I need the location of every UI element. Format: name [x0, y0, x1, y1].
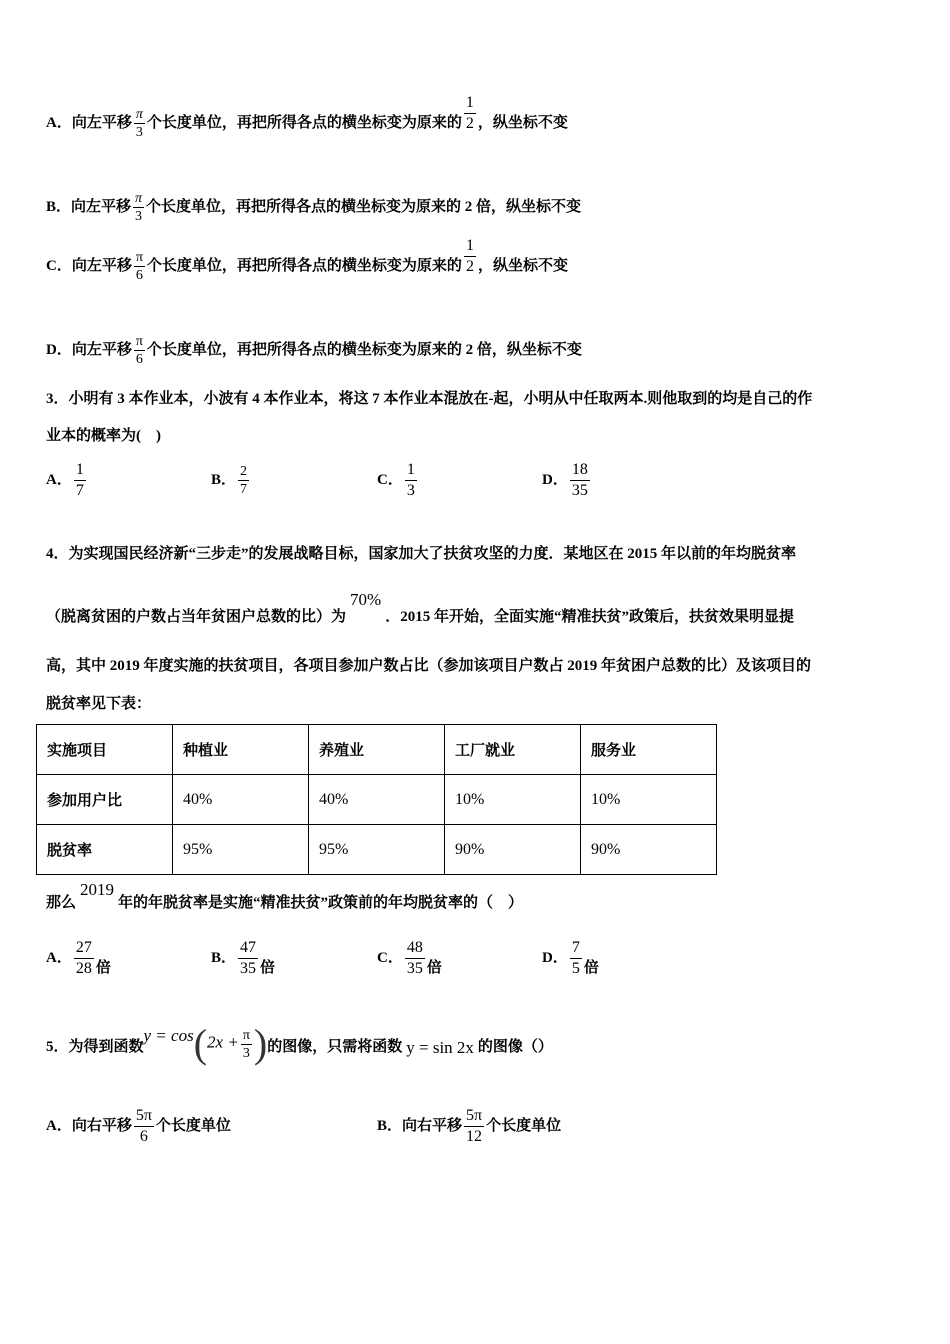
q5-stem — [46, 1021, 553, 1066]
fraction: $\frac{47}{35}$ — [240, 939, 257, 977]
table-header-row — [37, 725, 717, 775]
function-cos: y = cos — [143, 1026, 194, 1046]
table-cell: 90% — [581, 825, 717, 875]
table-row — [37, 825, 717, 875]
left-paren: ( — [193, 1021, 208, 1066]
fraction: $\frac{\pi}{3}$ — [135, 107, 143, 140]
table-cell: 95% — [173, 825, 309, 875]
q4-text: 那么 — [46, 895, 77, 911]
function-arg: 2x + — [207, 1032, 239, 1052]
q5-option-a[interactable] — [46, 1106, 231, 1147]
option-label: C． — [377, 949, 403, 966]
table-header-cell: 服务业 — [581, 725, 717, 775]
fraction: $\frac{2}{7}$ — [240, 464, 248, 497]
option-label: A． — [46, 471, 72, 488]
table-cell: 40% — [173, 775, 309, 825]
fraction: $\frac{48}{35}$ — [406, 939, 423, 977]
poverty-table — [36, 724, 717, 875]
q2-option-c[interactable] — [46, 237, 568, 287]
option-text: 个长度单位，再把所得各点的横坐标变为原来的 — [146, 114, 462, 131]
q4-option-a[interactable] — [46, 938, 111, 979]
option-tail: ，纵坐标不变 — [477, 114, 568, 131]
option-label: A．向右平移 — [46, 1117, 132, 1134]
q2-option-b[interactable] — [46, 190, 581, 225]
option-label: D． — [542, 471, 568, 488]
fraction: $\frac{\pi}{6}$ — [135, 250, 143, 283]
option-text: 个长度单位，再把所得各点的横坐标变为原来的 2 倍，纵坐标不变 — [146, 341, 582, 358]
option-text: 个长度单位，再把所得各点的横坐标变为原来的 2 倍，纵坐标不变 — [146, 198, 582, 215]
fraction: $\frac{1}{3}$ — [406, 461, 415, 499]
q2-option-d[interactable] — [46, 333, 582, 368]
option-unit: 倍 — [260, 959, 276, 976]
fraction: $\frac{7}{5}$ — [571, 939, 580, 977]
option-label: A．向左平移 — [46, 114, 132, 131]
option-label: B．向左平移 — [46, 198, 132, 215]
year-value: 2019 — [80, 880, 115, 899]
q4-stem-line1: 4．为实现国民经济新“三步走”的发展战略目标，国家加大了扶贫攻坚的力度．某地区在 2015 年以前的年均脱贫率 — [46, 546, 797, 562]
option-label: D．向左平移 — [46, 341, 132, 358]
table-row-label: 参加用户比 — [37, 775, 173, 825]
table-header-cell: 实施项目 — [37, 725, 173, 775]
q4-stem-line2 — [46, 590, 794, 627]
q5-text: 的图像（） — [477, 1039, 553, 1056]
right-paren: ) — [253, 1021, 268, 1066]
fraction: $\frac{5\pi}{6}$ — [135, 1107, 152, 1145]
option-label: C．向左平移 — [46, 257, 132, 274]
q3-option-c[interactable] — [377, 460, 419, 501]
q4-option-c[interactable] — [377, 938, 442, 979]
q3-option-b[interactable] — [211, 463, 251, 498]
fraction: $\frac{\pi}{6}$ — [135, 334, 143, 367]
q5-text: 5．为得到函数 — [46, 1039, 144, 1056]
q4-text: 年的年脱贫率是实施“精准扶贫”政策前的年均脱贫率的（ ） — [118, 895, 524, 911]
option-unit: 倍 — [583, 959, 599, 976]
fraction: $\frac{1}{7}$ — [75, 461, 84, 499]
option-label: C． — [377, 471, 403, 488]
rate-value: 70% — [350, 590, 382, 609]
table-row — [37, 775, 717, 825]
fraction: $\frac{1}{2}$ — [465, 237, 474, 275]
q3-option-a[interactable] — [46, 460, 88, 501]
table-cell: 40% — [309, 775, 445, 825]
fraction: $\frac{18}{35}$ — [571, 461, 588, 499]
table-cell: 10% — [581, 775, 717, 825]
function-sin: y = sin 2x — [406, 1038, 474, 1058]
option-unit: 倍 — [95, 959, 111, 976]
option-label: B． — [211, 949, 237, 966]
q3-stem-line2: 业本的概率为( ) — [46, 428, 161, 444]
option-tail: ，纵坐标不变 — [477, 257, 568, 274]
table-row-label: 脱贫率 — [37, 825, 173, 875]
q4-text: （脱离贫困的户数占当年贫困户总数的比）为 — [46, 609, 347, 625]
q2-option-a[interactable] — [46, 94, 568, 144]
fraction: $\frac{27}{28}$ — [75, 939, 92, 977]
option-label: D． — [542, 949, 568, 966]
table-header-cell: 工厂就业 — [445, 725, 581, 775]
option-label: A． — [46, 949, 72, 966]
option-unit: 个长度单位 — [486, 1117, 562, 1134]
option-label: B． — [211, 471, 237, 488]
q3-stem-line1: 3．小明有 3 本作业本，小波有 4 本作业本，将这 7 本作业本混放在-起，小明从中任取两本.则他取到的均是自己的作 — [46, 391, 813, 407]
q4-stem-line3: 高，其中 2019 年度实施的扶贫项目，各项目参加户数占比（参加该项目户数占 2019 年贫困户总数的比）及该项目的 — [46, 658, 812, 674]
fraction: $\frac{1}{2}$ — [465, 94, 474, 132]
option-label: B．向右平移 — [377, 1117, 463, 1134]
q5-text: 的图像，只需将函数 — [267, 1039, 403, 1056]
option-unit: 个长度单位 — [155, 1117, 231, 1134]
q5-option-b[interactable] — [377, 1106, 561, 1147]
option-unit: 倍 — [426, 959, 442, 976]
table-header-cell: 种植业 — [173, 725, 309, 775]
q4-text: ．2015 年开始，全面实施“精准扶贫”政策后，扶贫效果明显提 — [385, 609, 794, 625]
fraction: $\frac{\pi}{3}$ — [242, 1027, 250, 1061]
q4-option-d[interactable] — [542, 938, 599, 979]
table-header-cell: 养殖业 — [309, 725, 445, 775]
q4-stem-line4: 脱贫率见下表： — [46, 696, 152, 712]
fraction: $\frac{5\pi}{12}$ — [466, 1107, 483, 1145]
option-text: 个长度单位，再把所得各点的横坐标变为原来的 — [146, 257, 462, 274]
q4-question — [46, 880, 524, 913]
q3-option-d[interactable] — [542, 460, 592, 501]
table-cell: 90% — [445, 825, 581, 875]
fraction: $\frac{\pi}{3}$ — [135, 191, 143, 224]
table-cell: 10% — [445, 775, 581, 825]
q4-option-b[interactable] — [211, 938, 275, 979]
table-cell: 95% — [309, 825, 445, 875]
